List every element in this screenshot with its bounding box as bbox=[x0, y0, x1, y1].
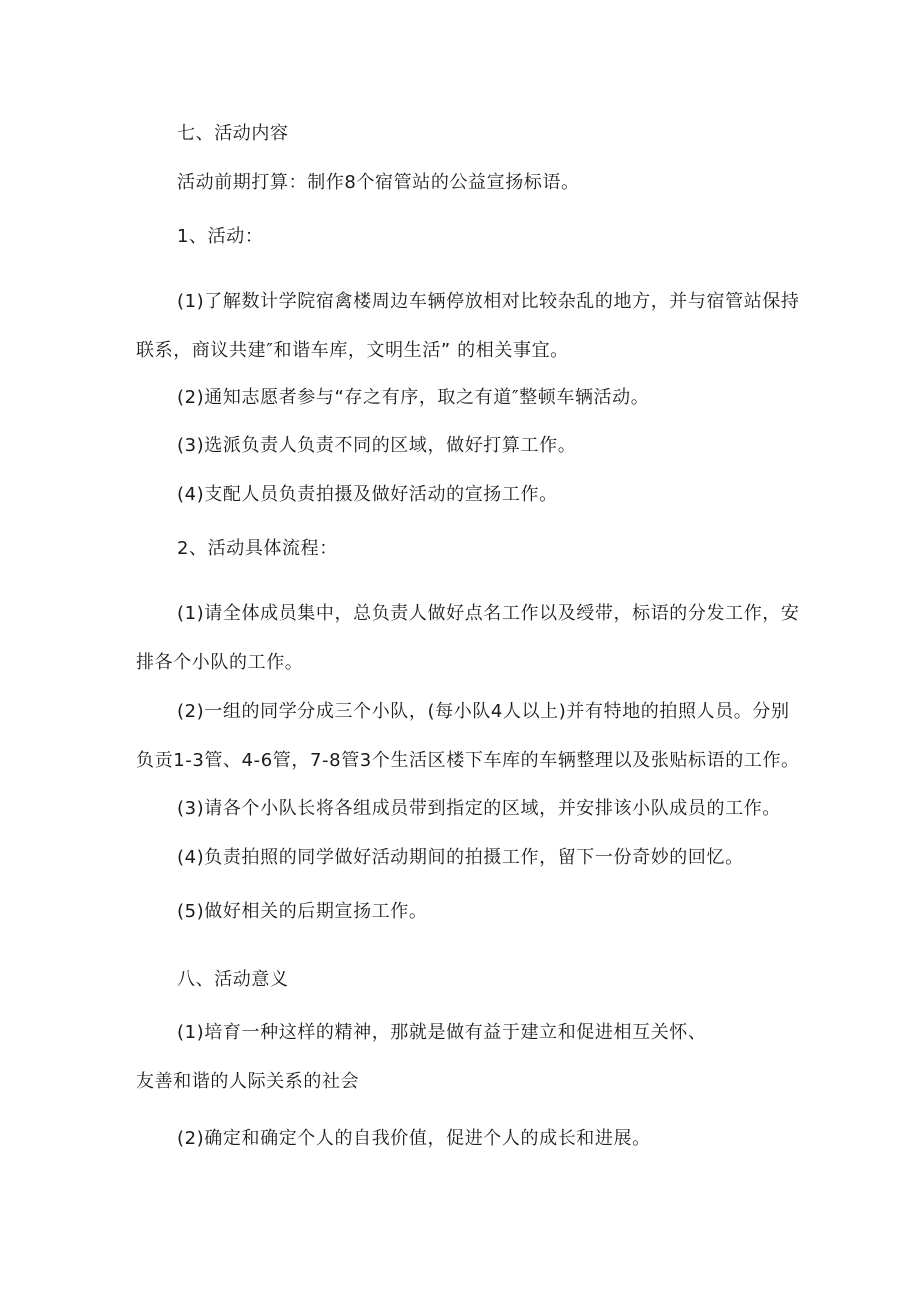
activity-item-1-line-2: 联系，商议共建″和谐车库，文明生活” 的相关事宜。 bbox=[136, 340, 569, 361]
activity-item-4: (4)支配人员负责拍摄及做好活动的宣扬工作。 bbox=[177, 484, 558, 505]
process-item-2-line-2: 负贡1-3管、4-6管，7-8管3个生活区楼下车库的车辆整理以及张贴标语的工作。 bbox=[136, 750, 800, 771]
process-item-3: (3)请各个小队长将各组成员带到指定的区域，并安排该小队成员的工作。 bbox=[177, 798, 781, 819]
activity-item-1-line-1: (1)了解数计学院宿禽楼周边车辆停放相对比较杂乱的地方，并与宿管站保持 bbox=[177, 291, 800, 312]
subsection-1-heading: 1、活动： bbox=[177, 226, 264, 247]
process-item-1-line-1: (1)请全体成员集中，总负责人做好点名工作以及绶带，标语的分发工作，安 bbox=[177, 603, 800, 624]
subsection-2-heading: 2、活动具体流程： bbox=[177, 538, 338, 559]
process-item-1-line-2: 排各个小队的工作。 bbox=[136, 652, 304, 673]
prep-plan-text: 活动前期打算：制作8个宿管站的公益宣扬标语。 bbox=[177, 172, 580, 193]
activity-item-3: (3)选派负责人负责不同的区域，做好打算工作。 bbox=[177, 435, 577, 456]
significance-item-1-line-1: (1)培育一种这样的精神，那就是做有益于建立和促进相互关怀、 bbox=[177, 1022, 707, 1043]
activity-item-2: (2)通知志愿者参与“存之有序，取之有道″整顿车辆活动。 bbox=[177, 387, 650, 408]
process-item-4: (4)负责拍照的同学做好活动期间的拍摄工作，留下一份奇妙的回忆。 bbox=[177, 847, 744, 868]
significance-item-1-line-2: 友善和谐的人际关系的社会 bbox=[136, 1071, 360, 1092]
process-item-2-line-1: (2)一组的同学分成三个小队，(每小队4人以上)并有特地的拍照人员。分别 bbox=[177, 701, 790, 722]
section-7-heading: 七、活动内容 bbox=[177, 123, 289, 144]
section-8-heading: 八、活动意义 bbox=[177, 969, 289, 990]
process-item-5: (5)做好相关的后期宣扬工作。 bbox=[177, 901, 428, 922]
significance-item-2: (2)确定和确定个人的自我价值，促进个人的成长和进展。 bbox=[177, 1128, 651, 1149]
